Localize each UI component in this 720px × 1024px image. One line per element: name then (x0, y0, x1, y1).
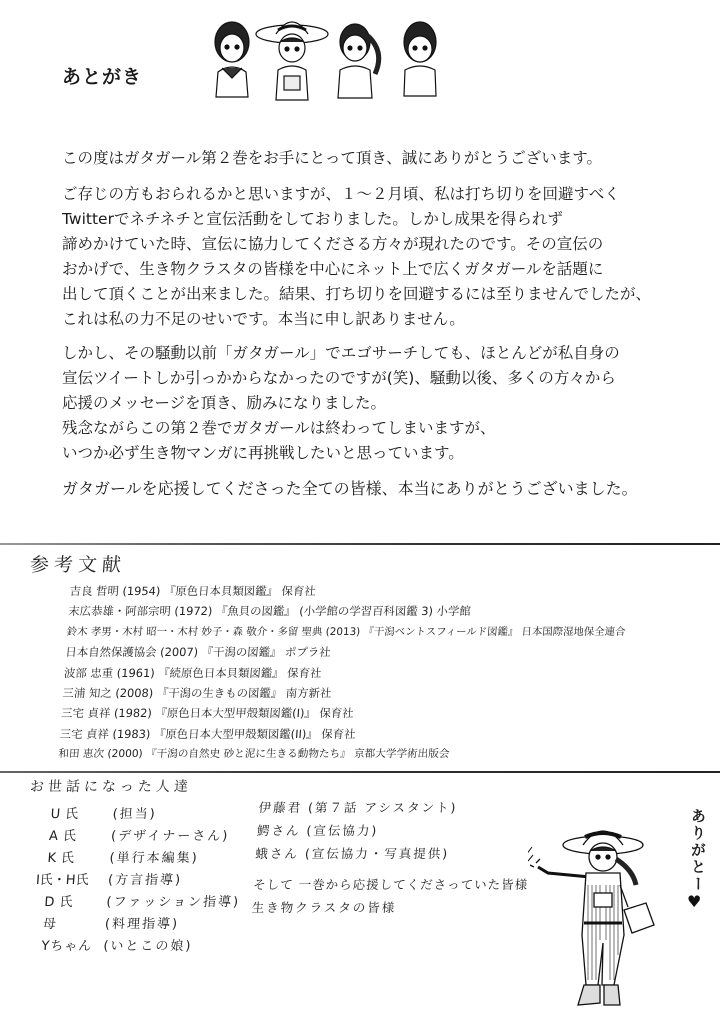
reference-item: 吉良 哲明 (1954) 『原色日本貝類図鑑』 保育社 (69, 584, 317, 598)
references-heading: 参考文献 (29, 554, 127, 576)
section-divider (0, 543, 720, 545)
ack-name: A氏 (48, 829, 82, 844)
heart-icon: ♥ (687, 892, 702, 911)
text-line: 宣伝ツイートしか引っかからなかったのですが(笑)、騒動以後、多くの方々から (62, 369, 616, 387)
afterword-paragraph-2 (62, 176, 651, 326)
speech-text: ありがとー (689, 808, 707, 893)
text-line: これは私の力不足のせいです。本当に申し訳ありません。 (62, 310, 465, 328)
ack-item: 生き物クラスタの皆様 (251, 900, 397, 915)
closing-text: ガタガールを応援してくださった全ての皆様、本当にありがとうございました。 (62, 479, 638, 498)
reference-item: 日本自然保護協会 (2007) 『干潟の図鑑』 ポプラ社 (64, 645, 332, 660)
text-line: おかげで、生き物クラスタの皆様を中心にネット上で広くガタガールを話題に (62, 260, 604, 278)
text-line: Twitterでネチネチと宣伝活動をしておりました。しかし成果を得られず (62, 210, 563, 228)
text-line: 出して頂くことが出来ました。結果、打ち切りを回避するには至りませんでしたが、 (62, 285, 652, 303)
text-line: 残念ながらこの第２巻でガタガールは終わってしまいますが、 (62, 419, 496, 437)
ack-role: (デザイナーさん) (110, 829, 230, 844)
ack-role: (ファッション指導) (105, 895, 241, 910)
character-portraits-illustration (210, 12, 460, 102)
ack-name: U氏 (50, 807, 84, 822)
ack-role: (料理指導) (104, 917, 180, 932)
ack-item: 伊藤君 (第７話 アシスタント) (258, 800, 458, 815)
ack-item (41, 935, 238, 957)
acknowledgements-left-list (35, 803, 247, 957)
reference-item: 末広恭雄・阿部宗明 (1972) 『魚貝の図鑑』 (小学館の学習百科図鑑 3) 小学館 (67, 604, 472, 619)
ack-role: (担当) (112, 807, 158, 822)
page-title: あとがき (62, 66, 143, 88)
acknowledgements-right-list (251, 798, 535, 921)
text-line: 応援のメッセージを頂き、励みになりました。 (62, 394, 386, 412)
ack-name: D氏 (43, 895, 78, 910)
section-divider (0, 771, 720, 773)
ack-item (35, 869, 242, 891)
reference-item: 三宅 貞祥 (1983) 『原色日本大型甲殻類図鑑(II)』 保育社 (59, 726, 357, 741)
acknowledgements-heading: お世話になった人達 (29, 779, 193, 795)
ack-name: 母 (42, 917, 62, 932)
ack-name: K氏 (46, 851, 80, 866)
ack-role: (方言指導) (107, 873, 183, 888)
ack-item: 蛾さん (宣伝協力・写真提供) (254, 846, 450, 861)
text-line: しかし、その騒動以前「ガタガール」でエゴサーチしても、ほとんどが私自身の (62, 344, 620, 362)
ack-name: I氏・H氏 (35, 873, 90, 888)
ack-role: (単行本編集) (108, 851, 200, 866)
references-list (58, 581, 629, 765)
afterword-closing (62, 470, 638, 498)
ack-item (42, 913, 239, 935)
text-line: ご存じの方もおられるかと思いますが、１～２月頃、私は打ち切りを回避すべく (62, 185, 620, 203)
ack-item (48, 825, 245, 847)
afterword-paragraph-1 (62, 140, 602, 165)
reference-item: 和田 恵次 (2000) 『干潟の自然史 砂と泥に生きる動物たち』 京都大学学術出版会 (57, 748, 450, 761)
ack-item (47, 847, 244, 869)
ack-item (44, 891, 241, 913)
afterword-paragraph-3 (62, 335, 620, 460)
ack-item (50, 803, 247, 825)
reference-item: 波部 忠重 (1961) 『続原色日本貝類図鑑』 保育社 (63, 665, 322, 680)
reference-item: 三浦 知之 (2008) 『干潟の生きもの図鑑』 南方新社 (62, 685, 332, 700)
text-line: この度はガタガール第２巻をお手にとって頂き、誠にありがとうございます。 (62, 149, 603, 167)
text-line: 諦めかけていた時、宣伝に協力してくださる方々が現れたのです。その宣伝の (62, 235, 604, 253)
ack-role: (いとこの娘) (102, 939, 194, 954)
ack-item: 鰐さん (宣伝協力) (256, 823, 379, 838)
reference-item: 三宅 貞祥 (1982) 『原色日本大型甲殻類図鑑(I)』 保育社 (60, 706, 355, 721)
reference-item: 鈴木 孝男・木村 昭一・木村 妙子・森 敬介・多留 聖典 (2013) 『干潟ベントスフィールド図鑑』 日本国際湿地保全連合 (66, 625, 626, 638)
text-line: いつか必ず生き物マンガに再挑戦したいと思っています。 (62, 444, 464, 462)
waving-girl-illustration (528, 815, 678, 1015)
ack-name: Yちゃん (40, 939, 93, 954)
ack-item: そして 一巻から応援してくださっていた皆様 (252, 877, 529, 892)
